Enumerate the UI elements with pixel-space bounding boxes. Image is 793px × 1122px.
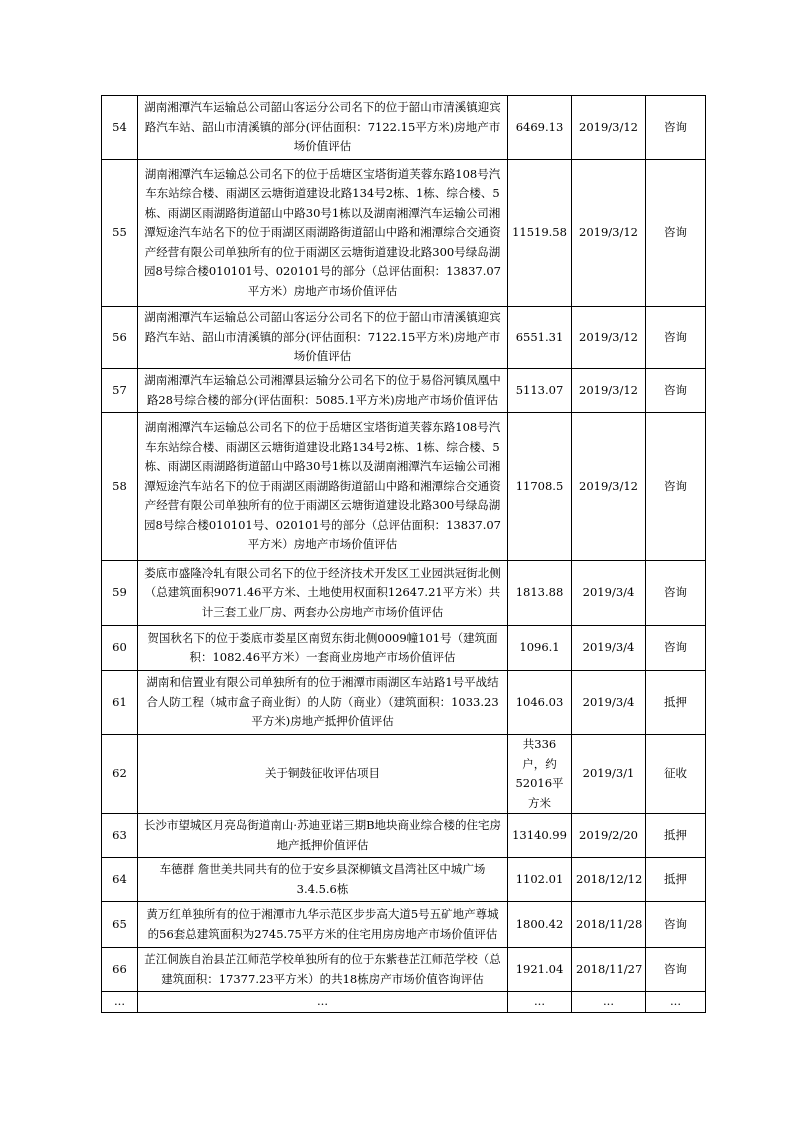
table-row <box>102 814 706 858</box>
row-number: ... <box>102 992 138 1013</box>
table-row <box>102 671 706 735</box>
project-date: 2019/3/12 <box>572 369 646 413</box>
project-value: 共336户，约52016平方米 <box>508 735 572 814</box>
row-number: 61 <box>102 671 138 735</box>
row-number: 58 <box>102 413 138 561</box>
project-type: 咨询 <box>646 948 706 992</box>
project-date: 2018/12/12 <box>572 858 646 902</box>
project-name: ... <box>138 992 508 1013</box>
project-value: 5113.07 <box>508 369 572 413</box>
table-row <box>102 96 706 160</box>
table-row <box>102 858 706 902</box>
project-type: ... <box>646 992 706 1013</box>
row-number: 57 <box>102 369 138 413</box>
table-row <box>102 561 706 626</box>
project-value: ... <box>508 992 572 1013</box>
project-value: 6551.31 <box>508 307 572 369</box>
row-number: 60 <box>102 626 138 671</box>
project-type: 咨询 <box>646 369 706 413</box>
project-type: 咨询 <box>646 160 706 307</box>
table-row <box>102 948 706 992</box>
row-number: 59 <box>102 561 138 626</box>
project-date: ... <box>572 992 646 1013</box>
project-type: 咨询 <box>646 902 706 948</box>
row-number: 54 <box>102 96 138 160</box>
project-type: 抵押 <box>646 671 706 735</box>
project-date: 2019/3/4 <box>572 626 646 671</box>
project-name: 车德群 詹世美共同共有的位于安乡县深柳镇文昌湾社区中城广场3.4.5.6栋 <box>138 858 508 902</box>
project-date: 2019/3/12 <box>572 96 646 160</box>
project-name: 长沙市望城区月亮岛街道南山·苏迪亚诺三期B地块商业综合楼的住宅房地产抵押价值评估 <box>138 814 508 858</box>
project-name: 贺国秋名下的位于娄底市娄星区南贸东街北侧0009幢101号（建筑面积：1082.46平方米）一套商业房地产市场价值评估 <box>138 626 508 671</box>
row-number: 64 <box>102 858 138 902</box>
table-row <box>102 992 706 1013</box>
table-row <box>102 735 706 814</box>
project-value: 1813.88 <box>508 561 572 626</box>
project-value: 11519.58 <box>508 160 572 307</box>
project-date: 2019/3/4 <box>572 561 646 626</box>
row-number: 63 <box>102 814 138 858</box>
table-row <box>102 369 706 413</box>
project-type: 咨询 <box>646 96 706 160</box>
project-name: 湖南湘潭汽车运输总公司韶山客运分公司名下的位于韶山市清溪镇迎宾路汽车站、韶山市清溪镇的部分(评估面积：7122.15平方米)房地产市场价值评估 <box>138 96 508 160</box>
project-date: 2019/3/12 <box>572 307 646 369</box>
project-date: 2019/3/1 <box>572 735 646 814</box>
project-name: 芷江侗族自治县芷江师范学校单独所有的位于东紫巷芷江师范学校（总建筑面积：17377.23平方米）的共18栋房产市场价值咨询评估 <box>138 948 508 992</box>
project-date: 2019/3/4 <box>572 671 646 735</box>
project-table <box>101 95 706 1013</box>
project-value: 1102.01 <box>508 858 572 902</box>
project-value: 6469.13 <box>508 96 572 160</box>
table-row <box>102 307 706 369</box>
project-type: 咨询 <box>646 413 706 561</box>
project-type: 咨询 <box>646 626 706 671</box>
project-name: 湖南湘潭汽车运输总公司湘潭县运输分公司名下的位于易俗河镇凤凰中路28号综合楼的部分(评估面积：5085.1平方米)房地产市场价值评估 <box>138 369 508 413</box>
project-value: 1921.04 <box>508 948 572 992</box>
project-name: 关于铜鼓征收评估项目 <box>138 735 508 814</box>
project-name: 娄底市盛隆冷轧有限公司名下的位于经济技术开发区工业园洪冠街北侧（总建筑面积9071.46平方米、土地使用权面积12647.21平方米）共计三套工业厂房、两套办公房地产市场价值评估 <box>138 561 508 626</box>
project-date: 2019/3/12 <box>572 413 646 561</box>
project-date: 2019/3/12 <box>572 160 646 307</box>
project-date: 2018/11/27 <box>572 948 646 992</box>
row-number: 55 <box>102 160 138 307</box>
table-row <box>102 160 706 307</box>
row-number: 66 <box>102 948 138 992</box>
project-name: 黄万红单独所有的位于湘潭市九华示范区步步高大道5号五矿地产尊城的56套总建筑面积为2745.75平方米的住宅用房房地产市场价值评估 <box>138 902 508 948</box>
project-type: 咨询 <box>646 307 706 369</box>
project-value: 1046.03 <box>508 671 572 735</box>
project-name: 湖南湘潭汽车运输总公司名下的位于岳塘区宝塔街道芙蓉东路108号汽车东站综合楼、雨湖区云塘街道建设北路134号2栋、1栋、综合楼、5栋、雨湖区雨湖路街道韶山中路30号1栋以及湖南湘潭汽车运输公司湘潭短途汽车站名下的位于雨湖区雨湖路街道韶山中路和湘潭综合交通资产经营有限公司单独所有的位于雨湖区云塘街道建设北路300号绿岛湖园8号综合楼010101号、020101号的部分（总评估面积：13837.07平方米）房地产市场价值评估 <box>138 160 508 307</box>
row-number: 56 <box>102 307 138 369</box>
project-date: 2018/11/28 <box>572 902 646 948</box>
table-body <box>102 96 706 1013</box>
project-name: 湖南和信置业有限公司单独所有的位于湘潭市雨湖区车站路1号平战结合人防工程（城市盒子商业街）的人防（商业）（建筑面积：1033.23平方米)房地产抵押价值评估 <box>138 671 508 735</box>
project-name: 湖南湘潭汽车运输总公司韶山客运分公司名下的位于韶山市清溪镇迎宾路汽车站、韶山市清溪镇的部分(评估面积：7122.15平方米)房地产市场价值评估 <box>138 307 508 369</box>
project-value: 1800.42 <box>508 902 572 948</box>
project-value: 13140.99 <box>508 814 572 858</box>
project-name: 湖南湘潭汽车运输总公司名下的位于岳塘区宝塔街道芙蓉东路108号汽车东站综合楼、雨湖区云塘街道建设北路134号2栋、1栋、综合楼、5栋、雨湖区雨湖路街道韶山中路30号1栋以及湖南湘潭汽车运输公司湘潭短途汽车站名下的位于雨湖区雨湖路街道韶山中路和湘潭综合交通资产经营有限公司单独所有的位于雨湖区云塘街道建设北路300号绿岛湖园8号综合楼010101号、020101号的部分（总评估面积：13837.07平方米）房地产市场价值评估 <box>138 413 508 561</box>
project-value: 11708.5 <box>508 413 572 561</box>
table-row <box>102 626 706 671</box>
project-date: 2019/2/20 <box>572 814 646 858</box>
project-type: 抵押 <box>646 858 706 902</box>
row-number: 65 <box>102 902 138 948</box>
table-row <box>102 413 706 561</box>
table-row <box>102 902 706 948</box>
project-value: 1096.1 <box>508 626 572 671</box>
project-type: 咨询 <box>646 561 706 626</box>
project-type: 抵押 <box>646 814 706 858</box>
row-number: 62 <box>102 735 138 814</box>
project-type: 征收 <box>646 735 706 814</box>
